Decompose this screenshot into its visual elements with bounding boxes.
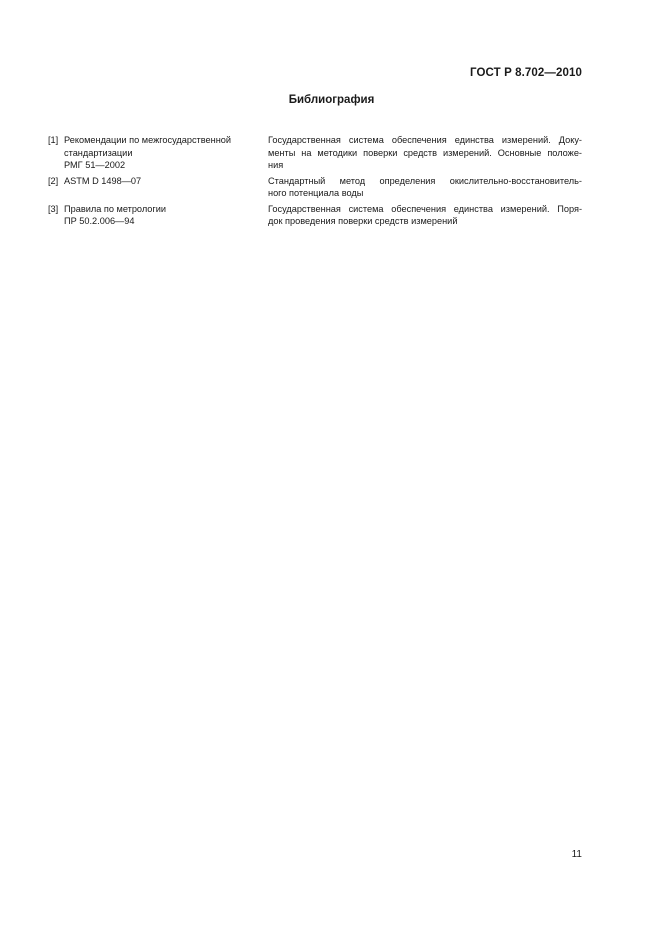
entry-source-line: ПР 50.2.006—94 [64,216,135,226]
entry-number: [3] [48,203,59,214]
entry-source-line: Рекомендации по межгосударственной [64,135,232,145]
entry-description-line: Стандартный метод определения окислительно-восстановитель- [268,175,582,186]
document-code: ГОСТ Р 8.702—2010 [470,67,582,79]
bibliography-entry [48,203,582,228]
section-title: Библиография [288,94,375,106]
entry-number: [2] [48,175,59,186]
entry-description-line: Государственная система обеспечения единства измерений. Поря- [268,203,582,214]
entry-description [268,203,582,228]
entry-number: [1] [48,135,59,145]
entry-source [64,203,250,228]
page-number: 11 [571,849,582,860]
entry-description-line: док проведения поверки средств измерений [268,216,458,226]
entry-source-line: ASTM D 1498—07 [64,175,142,186]
entry-description [268,175,582,200]
entry-description-line: Государственная система обеспечения единства измерений. Доку- [268,135,582,145]
bibliography-entry [48,134,582,172]
entry-description-line: ния [268,160,284,170]
bibliography-list [48,134,582,231]
entry-source [64,134,250,172]
entry-description-line: менты на методики поверки средств измерений. Основные положе- [268,147,582,158]
entry-description-line: ного потенциала воды [268,188,364,198]
entry-source-line: стандартизации [64,147,133,158]
entry-source-line: Правила по метрологии [64,203,167,214]
entry-source [64,175,250,188]
bibliography-entry [48,175,582,200]
entry-description [268,134,582,172]
entry-source-line: РМГ 51—2002 [64,160,126,170]
